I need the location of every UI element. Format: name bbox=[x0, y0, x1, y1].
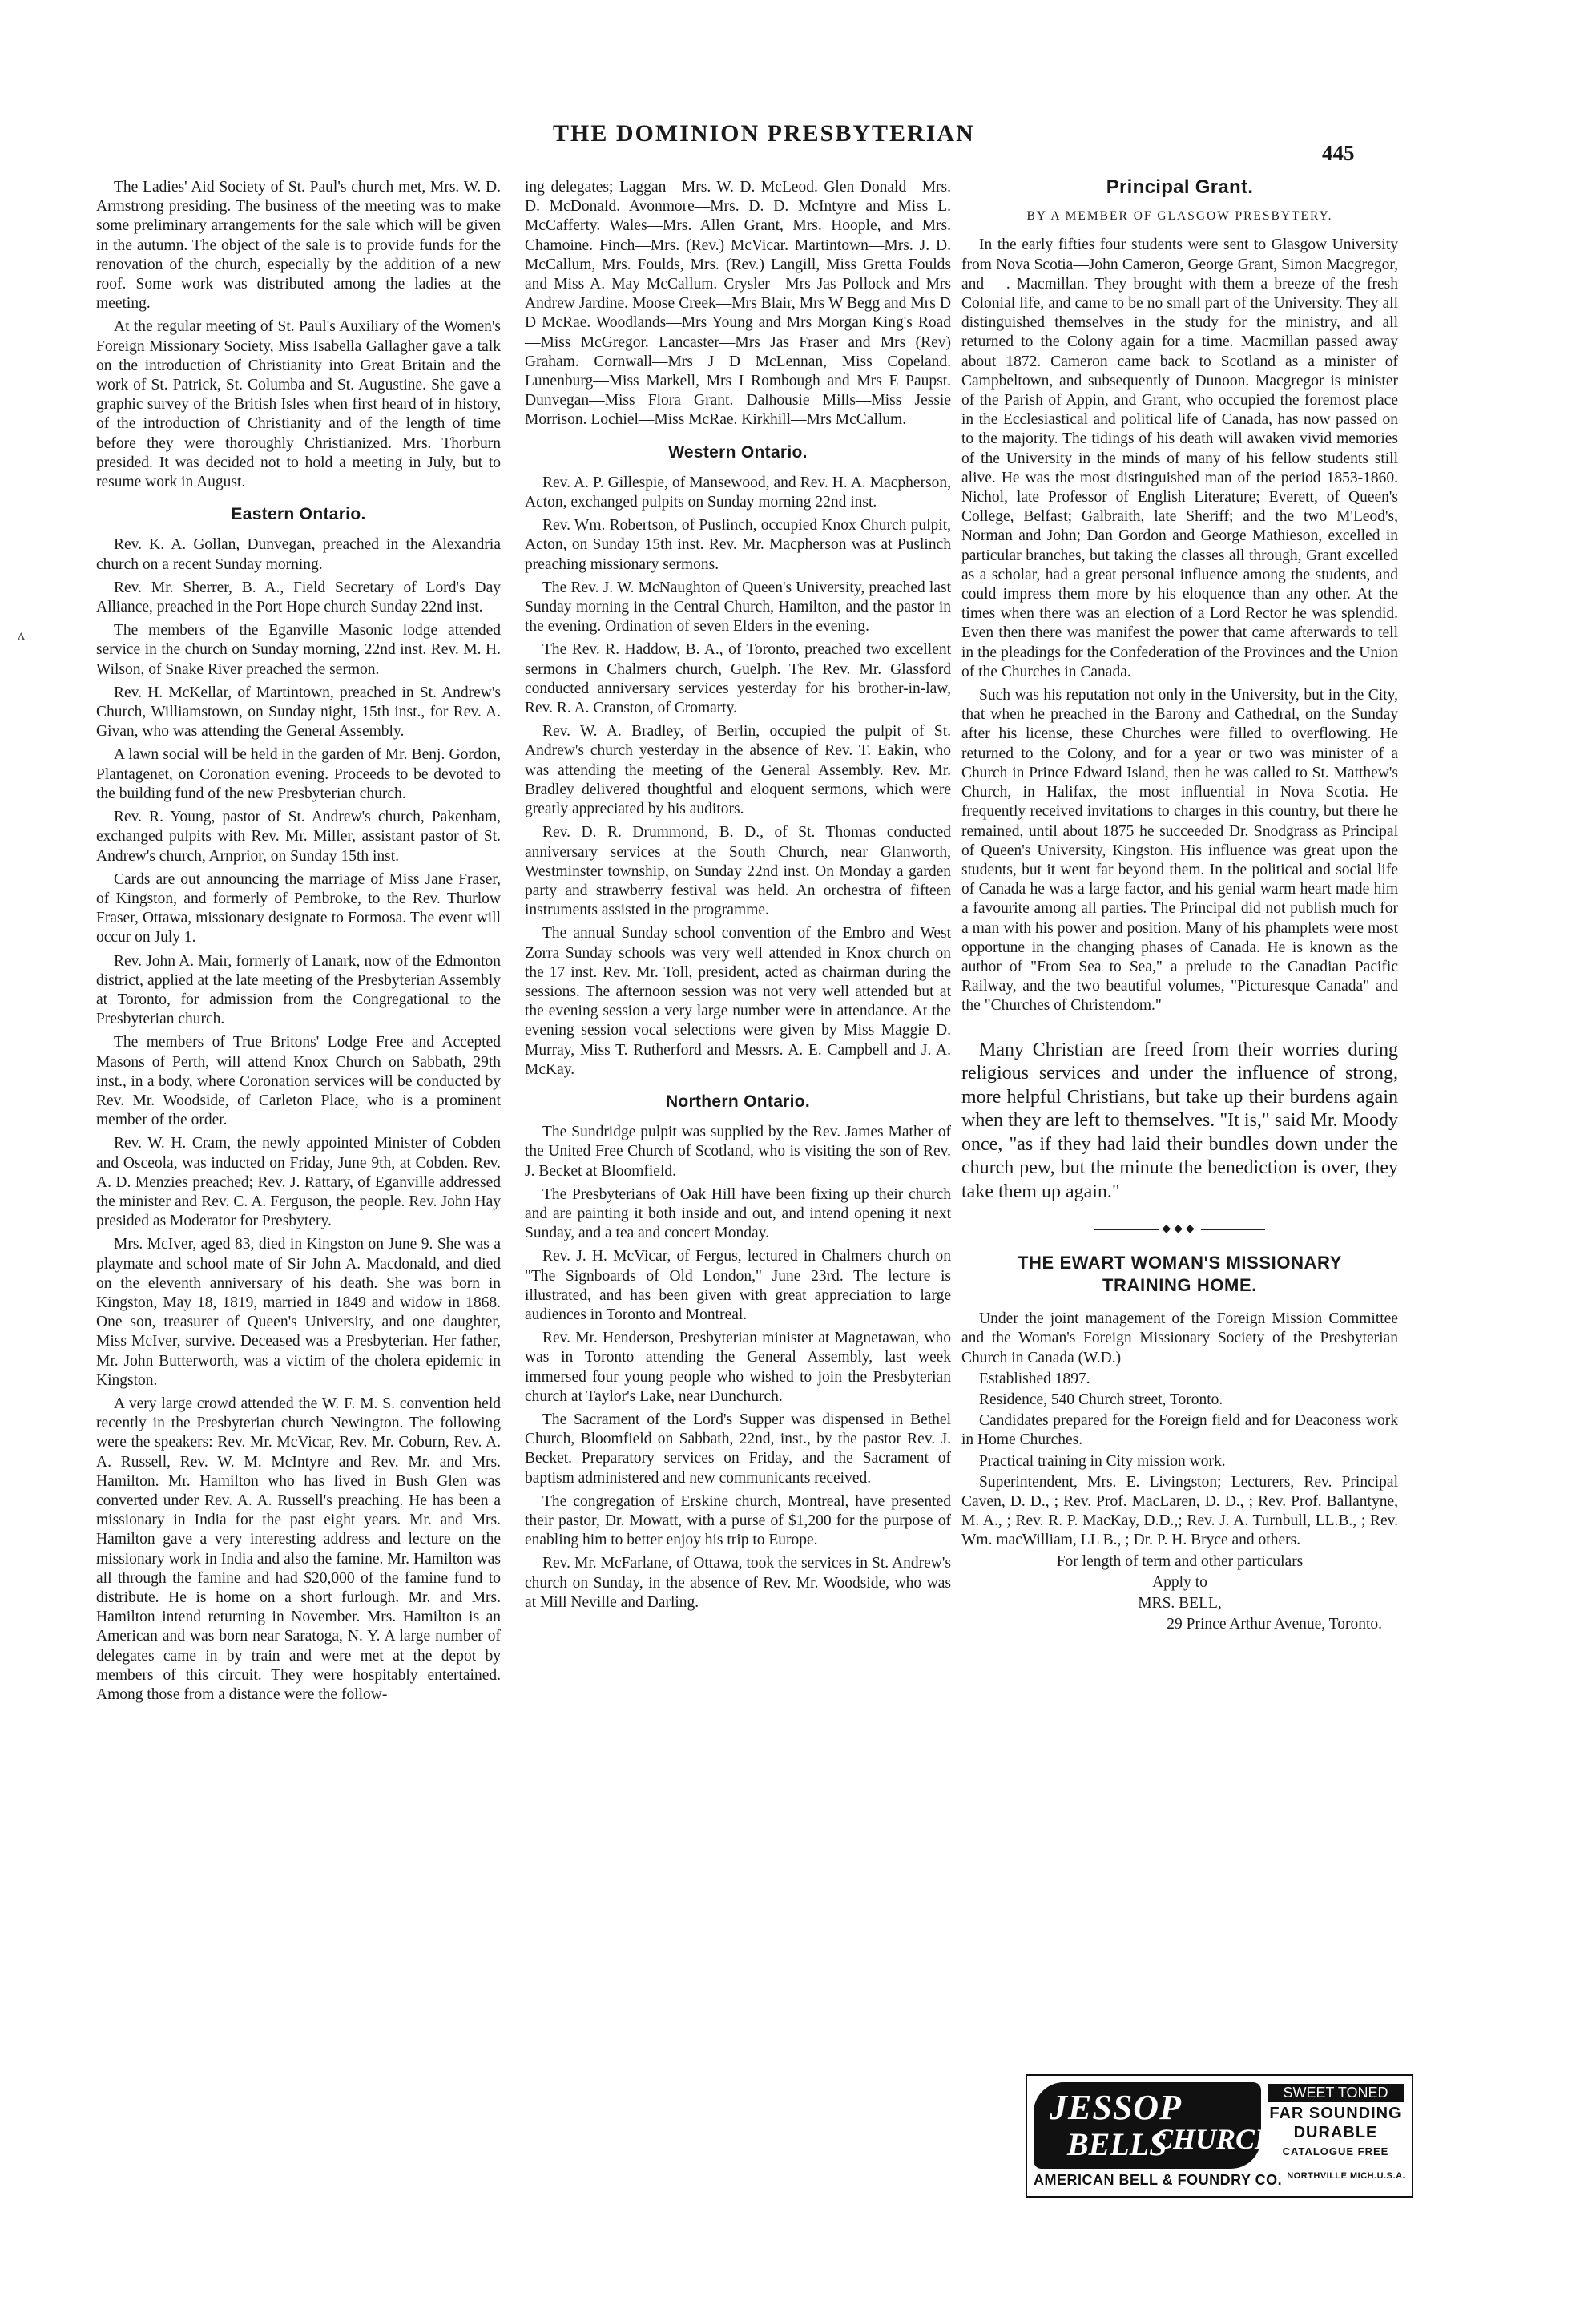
ewart-established: Established 1897. bbox=[979, 1370, 1090, 1387]
ewart-residence: Residence, 540 Church street, Toronto. bbox=[979, 1391, 1223, 1409]
ad-location: NORTHVILLE MICH.U.S.A. bbox=[1287, 2171, 1406, 2181]
divider-line bbox=[1094, 1229, 1159, 1230]
column-left bbox=[96, 178, 501, 1709]
ewart-particulars: For length of term and other particulars bbox=[1056, 1552, 1304, 1570]
paragraph: Cards are out announcing the marriage of Miss Jane Fraser, of Kingston, and formerly of Pembroke, to the Rev. Thurlow Fraser, Ottawa, missionary designate to Formosa. The event will occur on July 1. bbox=[96, 870, 501, 947]
paragraph: The Sacrament of the Lord's Supper was dispensed in Bethel Church, Bloomfield on Sabbath, 22nd, inst., by the pastor Rev. J. Becket. Preparatory services on Friday, and the Sacrament of baptism administered and new communicants received. bbox=[525, 1411, 951, 1487]
section-divider: ◆◆◆ bbox=[961, 1220, 1398, 1239]
ewart-candidates: Candidates prepared for the Foreign field and for Deaconess work in Home Churches. bbox=[961, 1412, 1398, 1449]
page-number: 445 bbox=[1322, 141, 1355, 165]
ad-sweet-toned: SWEET TONED bbox=[1268, 2084, 1404, 2102]
margin-mark: ʌ bbox=[18, 627, 25, 643]
bell-foundry-advertisement bbox=[1026, 2074, 1413, 2198]
section-heading-northern-ontario: Northern Ontario. bbox=[665, 1092, 811, 1111]
ad-durable: DURABLE bbox=[1293, 2124, 1378, 2141]
paragraph: The Sundridge pulpit was supplied by the Rev. James Mather of the United Free Church of Scotland, who is visiting the son of Rev. J. Becket at Bloomfield. bbox=[525, 1124, 951, 1180]
paragraph: A lawn social will be held in the garden of Mr. Benj. Gordon, Plantagenet, on Coronation evening. Proceeds to be devoted to the building fund of the new Presbyterian church. bbox=[96, 746, 501, 802]
ad-far-sounding: FAR SOUNDING bbox=[1269, 2105, 1402, 2122]
paragraph: Rev. H. McKellar, of Martintown, preached in St. Andrew's Church, Williamstown, on Sunday night, 15th inst., for Rev. A. Givan, who was attending the General Assembly. bbox=[96, 684, 501, 741]
ewart-contact: MRS. BELL, bbox=[1138, 1595, 1222, 1613]
ad-church: CHURCH bbox=[1154, 2123, 1278, 2155]
byline: BY A MEMBER OF GLASGOW PRESBYTERY. bbox=[1026, 209, 1333, 224]
ewart-heading-line-2: TRAINING HOME. bbox=[1102, 1275, 1257, 1296]
paragraph: Rev. Wm. Robertson, of Puslinch, occupied Knox Church pulpit, Acton, on Sunday 15th inst. Rev. Mr. Macpherson was at Puslinch preaching missionary sermons. bbox=[525, 517, 951, 573]
ewart-training: Practical training in City mission work. bbox=[979, 1452, 1226, 1470]
paragraph: Rev. D. R. Drummond, B. D., of St. Thomas conducted anniversary services at the South Church, near Glanworth, Westminster township, on Sunday 22nd inst. On Monday a garden party and strawberry festival was held. An orchestra of fifteen instruments assisted in the programme. bbox=[525, 824, 951, 919]
paragraph: Rev. John A. Mair, formerly of Lanark, now of the Edmonton district, applied at the late meeting of the Presbyterian Assembly at Toronto, for admission from the Congregational to the Presbyterian church. bbox=[96, 952, 501, 1028]
column-right bbox=[961, 178, 1398, 1636]
ewart-apply: Apply to bbox=[1152, 1573, 1207, 1591]
paragraph: Rev. Mr. McFarlane, of Ottawa, took the services in St. Andrew's church on Sunday, in the absence of Rev. Mr. Woodside, who was at Mill Neville and Darling. bbox=[525, 1555, 951, 1611]
paragraph: The Rev. R. Haddow, B. A., of Toronto, preached two excellent sermons in Chalmers church, Guelph. The Rev. Mr. Glassford conducted anniversary services yesterday for his brother-in-law, Rev. R. A. Cranston, of Cromarty. bbox=[525, 641, 951, 717]
paragraph: At the regular meeting of St. Paul's Auxiliary of the Women's Foreign Missionary Society, Miss Isabella Gallagher gave a talk on the introduction of Christianity into Great Britain and the work of St. Patrick, St. Columba and St. Augustine. She gave a graphic survey of the British Isles when first heard of in history, of the introduction of Christianity and of the length of time before they were thoroughly Christianized. Mrs. Thorburn presided. It was decided not to hold a meeting in July, but to resume work in August. bbox=[96, 318, 501, 491]
paragraph: Rev. Mr. Henderson, Presbyterian minister at Magnetawan, who was in Toronto attending the General Assembly, last week immersed four young people who wished to join the Presbyterian church at Taylor's Lake, near Dunchurch. bbox=[525, 1330, 951, 1405]
paragraph: Rev. A. P. Gillespie, of Mansewood, and Rev. H. A. Macpherson, Acton, exchanged pulpits on Sunday morning 22nd inst. bbox=[525, 474, 951, 511]
paragraph: In the early fifties four students were sent to Glasgow University from Nova Scotia—John Cameron, George Grant, Simon Macgregor, and —. Macmillan. They brought with them a breeze of the fresh Colonial life, and came to be no small part of the University. They all distinguished themselves in the study for the ministry, and all returned to the Colony again for a time. Macmillan passed away about 1872. Cameron came back to Scotland as a minister of Campbeltown, and subsequently of Dunoon. Macgregor is minister of the Parish of Appin, and Grant, who occupied the foremost place in the Ecclesiastical and political life of Canada, has now passed on to the majority. The tidings of his death will awaken vivid memories of the University in the minds of many of his fellow students still alive. He was the most distinguished man of the period 1853-1860. Nichol, late Professor of English Literature; Everett, of Queen's College, Belfast; Galbraith, late Sheriff; and the two M'Leod's, Norman and John; Dan Gordon and George Mathieson, excelled in particular branches, but taking the classes all through, Grant excelled as a scholar, had a great personal influence among the students, and could impress them more by his eloquence than any other. At the times when there was an election of a Lord Rector he was splendid. Even then there was manifest the power that came afterwards to tell in the pleadings for the Confederation of the Provinces and the Union of the Churches in Canada. bbox=[961, 236, 1398, 680]
paragraph-continued: ing delegates; Laggan—Mrs. W. D. McLeod. Glen Donald—Mrs. D. McDonald. Avonmore—Mrs. D. D. McIntyre and Miss L. McCafferty. Wales—Mrs. Allen Grant, Mrs. Hoople, and Mrs. Chamoine. Finch—Mrs. (Rev.) McVicar. Martintown—Mrs. J. D. McCallum, Mrs. Foulds, Mrs. (Rev.) Langill, Miss Gretta Foulds and Miss A. May McCallum. Crysler—Mrs Jas Pollock and Mrs Andrew Jardine. Moose Creek—Mrs Blair, Mrs W Begg and Mrs D D McRae. Woodlands—Mrs Young and Mrs Morgan King's Road—Miss McGregor. Lancaster—Mrs Jas Fraser and Mrs (Rev) Graham. Cornwall—Mrs J D McLennan, Miss Copeland. Lunenburg—Miss Markell, Mrs I Rombough and Mrs E Paupst. Dunvegan—Miss Flora Grant. Dalhousie Mills—Miss Jessie Morrison. Lochiel—Miss McRae. Kirkhill—Mrs McCallum. bbox=[525, 179, 951, 429]
section-heading-western-ontario: Western Ontario. bbox=[668, 442, 808, 462]
paragraph: The Rev. J. W. McNaughton of Queen's University, preached last Sunday morning in the Central Church, Hamilton, and the pastor in the evening. Ordination of seven Elders in the evening. bbox=[525, 579, 951, 636]
paragraph: Mrs. McIver, aged 83, died in Kingston on June 9. She was a playmate and school mate of Sir John A. Macdonald, and died on the eleventh anniversary of his death. She was born in Kingston, May 18, 1819, married in 1849 and widow in 1868. One son, treasurer of Queen's University, and one daughter, Miss McIver, survive. Deceased was a Presbyterian. Her father, Mr. John Butterworth, was a victim of the cholera epidemic in Kingston. bbox=[96, 1236, 501, 1389]
ad-jessop: JESSOP bbox=[1050, 2088, 1182, 2127]
masthead-title: THE DOMINION PRESBYTERIAN bbox=[553, 120, 975, 147]
divider-line bbox=[1201, 1229, 1265, 1230]
paragraph: The annual Sunday school convention of the Embro and West Zorra Sunday schools was very well attended in Knox church on the 17 inst. Rev. Mr. Toll, president, acted as chairman during the sessions. The afternoon session was not very well attended but at the evening session a very large number were in attendance. At the evening session vocal selections were given by Miss Maggie D. Murray, Miss T. Rutherford and Messrs. A. E. Campbell and J. A. McKay. bbox=[525, 925, 951, 1078]
ad-logo-panel bbox=[1034, 2082, 1278, 2169]
moody-quote: Many Christian are freed from their worries during religious services and under the influence of strong, more helpful Christians, but take up their burdens again when they are left to themselves. "It is," said Mr. Moody once, "as if they had laid their bundles down under the church pew, but the minute the benediction is over, they take them up again." bbox=[961, 1039, 1398, 1202]
paragraph: Rev. R. Young, pastor of St. Andrew's church, Pakenham, exchanged pulpits with Rev. Mr. Miller, assistant pastor of St. Andrew's church, Arnprior, on Sunday 15th inst. bbox=[96, 809, 501, 865]
ewart-intro: Under the joint management of the Foreign Mission Committee and the Woman's Foreign Missionary Society of the Presbyterian Church in Canada (W.D.) bbox=[961, 1310, 1398, 1366]
section-heading-eastern-ontario: Eastern Ontario. bbox=[231, 505, 366, 524]
ewart-address: 29 Prince Arthur Avenue, Toronto. bbox=[1167, 1616, 1382, 1633]
article-heading-principal-grant: Principal Grant. bbox=[1106, 176, 1254, 198]
ewart-staff: Superintendent, Mrs. E. Livingston; Lecturers, Rev. Principal Caven, D. D., ; Rev. Prof. MacLaren, D. D., ; Rev. Prof. Ballantyne, M. A., ; Rev. R. P. MacKay, D.D.,; Rev. J. A. Turnbull, LL.B., ; Rev. Wm. macWilliam, LL B., ; Dr. P. H. Bryce and others. bbox=[961, 1473, 1398, 1549]
ad-footer bbox=[1034, 2172, 1404, 2191]
paragraph: The congregation of Erskine church, Montreal, have presented their pastor, Dr. Mowatt, with a purse of $1,200 for the purpose of enabling him to better enjoy his trip to Europe. bbox=[525, 1492, 951, 1549]
paragraph: Such was his reputation not only in the University, but in the City, that when he preached in the Barony and Cathedral, on the Sunday after his license, these Churches were filled to overflowing. He returned to the Colony, and for a year or two was minister of a Church in Prince Edward Island, then he was called to St. Matthew's Church, in Halifax, the most influential in Nova Scotia. He frequently received invitations to charges in this country, but there he remained, until about 1875 he succeeded Dr. Snodgrass as Principal of Queen's University, Kingston. His influence was great upon the students, but it went far beyond them. In the political and social life of Canada he was a large factor, and his genial warm heart made him a favourite among all parties. The Principal did not publish much for a man with his power and position. Many of his phamplets were most opportune in the changing phases of Canada. He is known as the author of "From Sea to Sea," a prelude to the Canadian Pacific Railway, and the two beautiful volumes, "Picturesque Canada" and the "Churches of Christendom." bbox=[961, 687, 1398, 1015]
paragraph: Rev. W. A. Bradley, of Berlin, occupied the pulpit of St. Andrew's church yesterday in the absence of Rev. T. Eakin, who was attending the meeting of the General Assembly. Rev. Mr. Bradley delivered thoughtful and eloquent sermons, which were greatly appreciated by his auditors. bbox=[525, 723, 951, 818]
paragraph: Rev. K. A. Gollan, Dunvegan, preached in the Alexandria church on a recent Sunday morning. bbox=[96, 536, 501, 573]
paragraph: Rev. W. H. Cram, the newly appointed Minister of Cobden and Osceola, was inducted on Friday, June 9th, at Cobden. Rev. A. D. Menzies preached; Rev. J. Rattary, of Eganville addressed the minister and Rev. C. A. Ferguson, the people. Rev. John Hay presided as Moderator for Presbytery. bbox=[96, 1135, 501, 1230]
paragraph: Rev. Mr. Sherrer, B. A., Field Secretary of Lord's Day Alliance, preached in the Port Hope church Sunday 22nd inst. bbox=[96, 579, 501, 616]
paragraph: The Presbyterians of Oak Hill have been fixing up their church and are painting it both inside and out, and intend opening it next Sunday, and a tea and concert Monday. bbox=[525, 1185, 951, 1242]
ewart-notice bbox=[961, 1310, 1398, 1634]
column-middle bbox=[525, 178, 951, 1617]
ad-catalogue: CATALOGUE FREE bbox=[1282, 2145, 1389, 2158]
ad-features bbox=[1268, 2084, 1404, 2162]
ewart-heading-line-1: THE EWART WOMAN'S MISSIONARY bbox=[1018, 1253, 1342, 1274]
ewart-heading bbox=[961, 1252, 1398, 1297]
paragraph: A very large crowd attended the W. F. M. S. convention held recently in the Presbyterian church Newington. The following were the speakers: Rev. Mr. McVicar, Rev. Mr. Coburn, Rev. A. A. Russell, Rev. W. M. McIntyre and Rev. Mr. and Mrs. Hamilton. Mr. Hamilton who has lived in Bush Glen was converted under Rev. A. A. Russell's preaching. He has been a missionary in India for the past eight years. Mr. and Mrs. Hamilton gave a very interesting address and lecture on the missionary work in India and also the famine. Mr. Hamilton was all through the famine and had $20,000 of the famine fund to distribute. He is home on a short furlough. Mr. and Mrs. Hamilton intend returning in November. Mrs. Hamilton is an American and was born near Saratoga, N. Y. A large number of delegates came in by train and were met at the depot by members of this circuit. They were hospitably entertained. Among those from a distance were the follow- bbox=[96, 1395, 501, 1704]
paragraph: Rev. J. H. McVicar, of Fergus, lectured in Chalmers church on "The Signboards of Old London," June 23rd. The lecture is illustrated, and has been given with great appreciation to large audiences in Toronto and Montreal. bbox=[525, 1248, 951, 1323]
ad-foundry-name: AMERICAN BELL & FOUNDRY CO. bbox=[1034, 2172, 1283, 2188]
paragraph: The members of the Eganville Masonic lodge attended service in the church on Sunday morning, 22nd inst. Rev. M. H. Wilson, of Snake River preached the sermon. bbox=[96, 622, 501, 678]
paragraph: The members of True Britons' Lodge Free and Accepted Masons of Perth, will attend Knox Church on Sabbath, 29th inst., in a body, where Coronation services will be conducted by Rev. Mr. Woodside, of Carleton Place, who is a prominent member of the order. bbox=[96, 1034, 501, 1129]
ad-bells: BELLS bbox=[1067, 2126, 1167, 2162]
paragraph: The Ladies' Aid Society of St. Paul's church met, Mrs. W. D. Armstrong presiding. The business of the meeting was to make some preliminary arrangements for the sale which will be given in the autumn. The object of the sale is to provide funds for the renovation of the church, especially by the addition of a new roof. Some work was distributed among the ladies at the meeting. bbox=[96, 179, 501, 313]
